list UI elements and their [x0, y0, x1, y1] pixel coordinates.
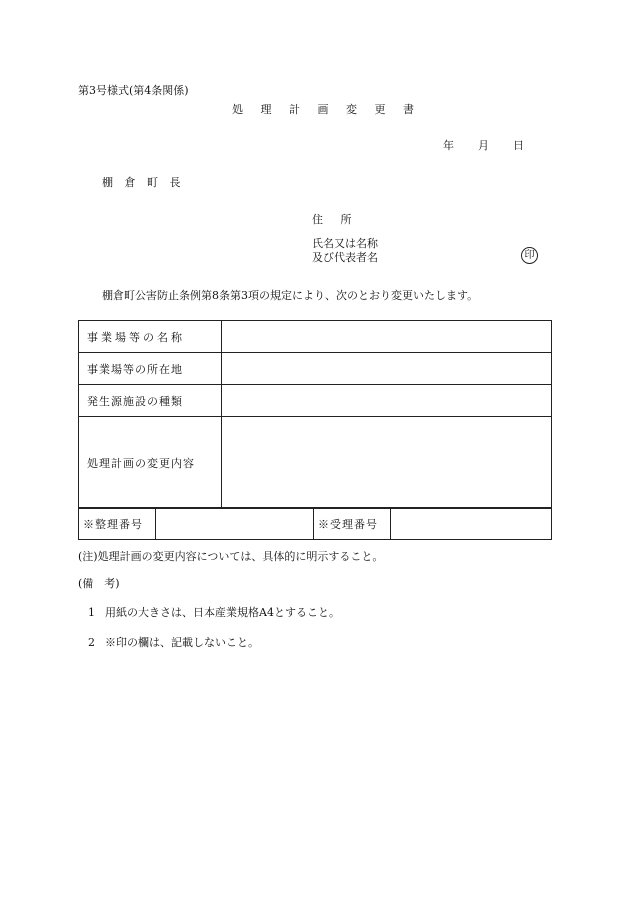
reference-number-table: [78, 507, 552, 540]
name-label-line2: 及び代表者名: [312, 251, 378, 264]
note-text: (注)処理計画の変更内容については、具体的に明示すること。: [78, 550, 384, 563]
facility-location-field[interactable]: [222, 353, 552, 385]
reference-number-label: ※整理番号: [79, 508, 156, 540]
remarks-item: [88, 634, 259, 650]
remarks-item-number: 2: [88, 636, 95, 649]
document-title: 処 理 計 画 変 更 書: [232, 103, 421, 116]
receipt-number-label: ※受理番号: [314, 508, 391, 540]
date-month-label: 月: [478, 139, 489, 152]
source-facility-type-label: 発生源施設の種類: [79, 385, 222, 417]
form-table: [78, 320, 552, 509]
reference-number-field[interactable]: [156, 508, 314, 540]
table-row: [79, 321, 552, 353]
name-label-line1: 氏名又は名称: [312, 237, 378, 250]
date-year-label: 年: [443, 139, 454, 152]
facility-location-label: 事業場等の所在地: [79, 353, 222, 385]
table-row: [79, 508, 552, 540]
remarks-heading: (備 考): [78, 577, 120, 590]
seal-icon: 印: [521, 247, 538, 264]
facility-name-field[interactable]: [222, 321, 552, 353]
intro-text: 棚倉町公害防止条例第8条第3項の規定により、次のとおり変更いたします。: [102, 289, 479, 302]
source-facility-type-field[interactable]: [222, 385, 552, 417]
remarks-item-number: 1: [88, 606, 95, 619]
receipt-number-field[interactable]: [391, 508, 552, 540]
form-number: 第3号様式(第4条関係): [78, 84, 189, 97]
facility-name-label: 事業場等の名称: [79, 321, 222, 353]
address-label: 住 所: [312, 213, 359, 226]
change-details-field[interactable]: [222, 417, 552, 509]
change-details-label: 処理計画の変更内容: [79, 417, 222, 509]
table-row: [79, 353, 552, 385]
addressee: 棚 倉 町 長: [102, 176, 185, 189]
table-row: [79, 385, 552, 417]
table-row: [79, 417, 552, 509]
remarks-item: [88, 604, 340, 620]
remarks-item-text: 用紙の大きさは、日本産業規格A4とすること。: [105, 606, 340, 619]
date-day-label: 日: [513, 139, 524, 152]
remarks-item-text: ※印の欄は、記載しないこと。: [105, 636, 259, 649]
